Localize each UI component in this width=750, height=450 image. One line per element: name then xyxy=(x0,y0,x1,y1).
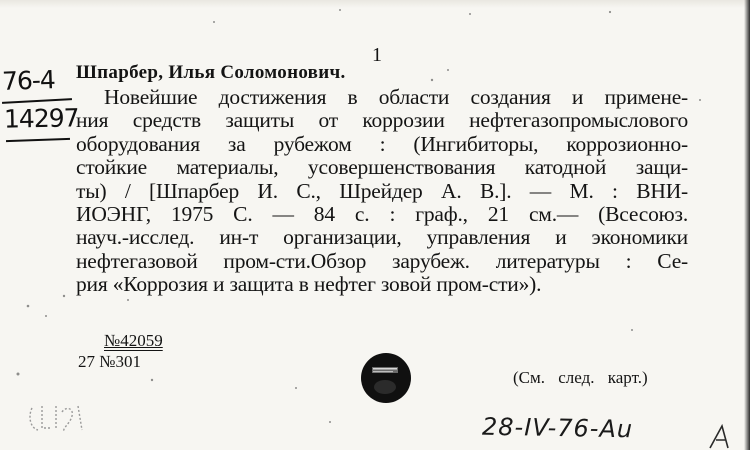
description-line: нефтегазовой пром-сти.Обзор зарубеж. литературы : Се- xyxy=(76,248,688,273)
description-line: ния средств защиты от коррозии нефтегазопромыслового xyxy=(76,108,688,133)
shelfmark-top: 76-4 xyxy=(1,65,56,96)
handwritten-date: 28-IV-76-Au xyxy=(481,412,634,444)
author-heading: Шпарбер, Илья Соломонович. xyxy=(76,62,346,83)
description-line: стойкие материалы, усовершенствования катодной защи- xyxy=(76,155,688,180)
inventory-number: 27 №301 xyxy=(78,352,141,371)
description-line: рия «Коррозия и защита в нефтег зовой пром-сти»). xyxy=(76,272,542,297)
card-number: 1 xyxy=(372,44,382,66)
description-line: оборудования за рубежом : (Ингибиторы, коррозионно- xyxy=(76,131,688,156)
description-line: Новейшие достижения в области создания и примене- xyxy=(104,85,688,109)
corner-pencil-mark xyxy=(706,424,740,450)
bibliographic-description xyxy=(76,86,688,297)
continued-note: (См. след. карт.) xyxy=(513,368,648,387)
round-ink-stamp xyxy=(360,352,412,404)
description-line: ты) / [Шпарбер И. С., Шрейдер А. В.]. — М. : ВНИ- xyxy=(76,178,688,203)
inventory-number: №42059 xyxy=(104,331,163,350)
description-line: науч.-исслед. ин-т организации, управления и экономики xyxy=(76,225,688,250)
description-line: ИОЭНГ, 1975 С. — 84 с. : граф., 21 см.— (Всесоюз. xyxy=(76,202,688,227)
faint-stamp xyxy=(26,398,90,438)
shelfmark-bottom: 14297 xyxy=(3,103,79,134)
